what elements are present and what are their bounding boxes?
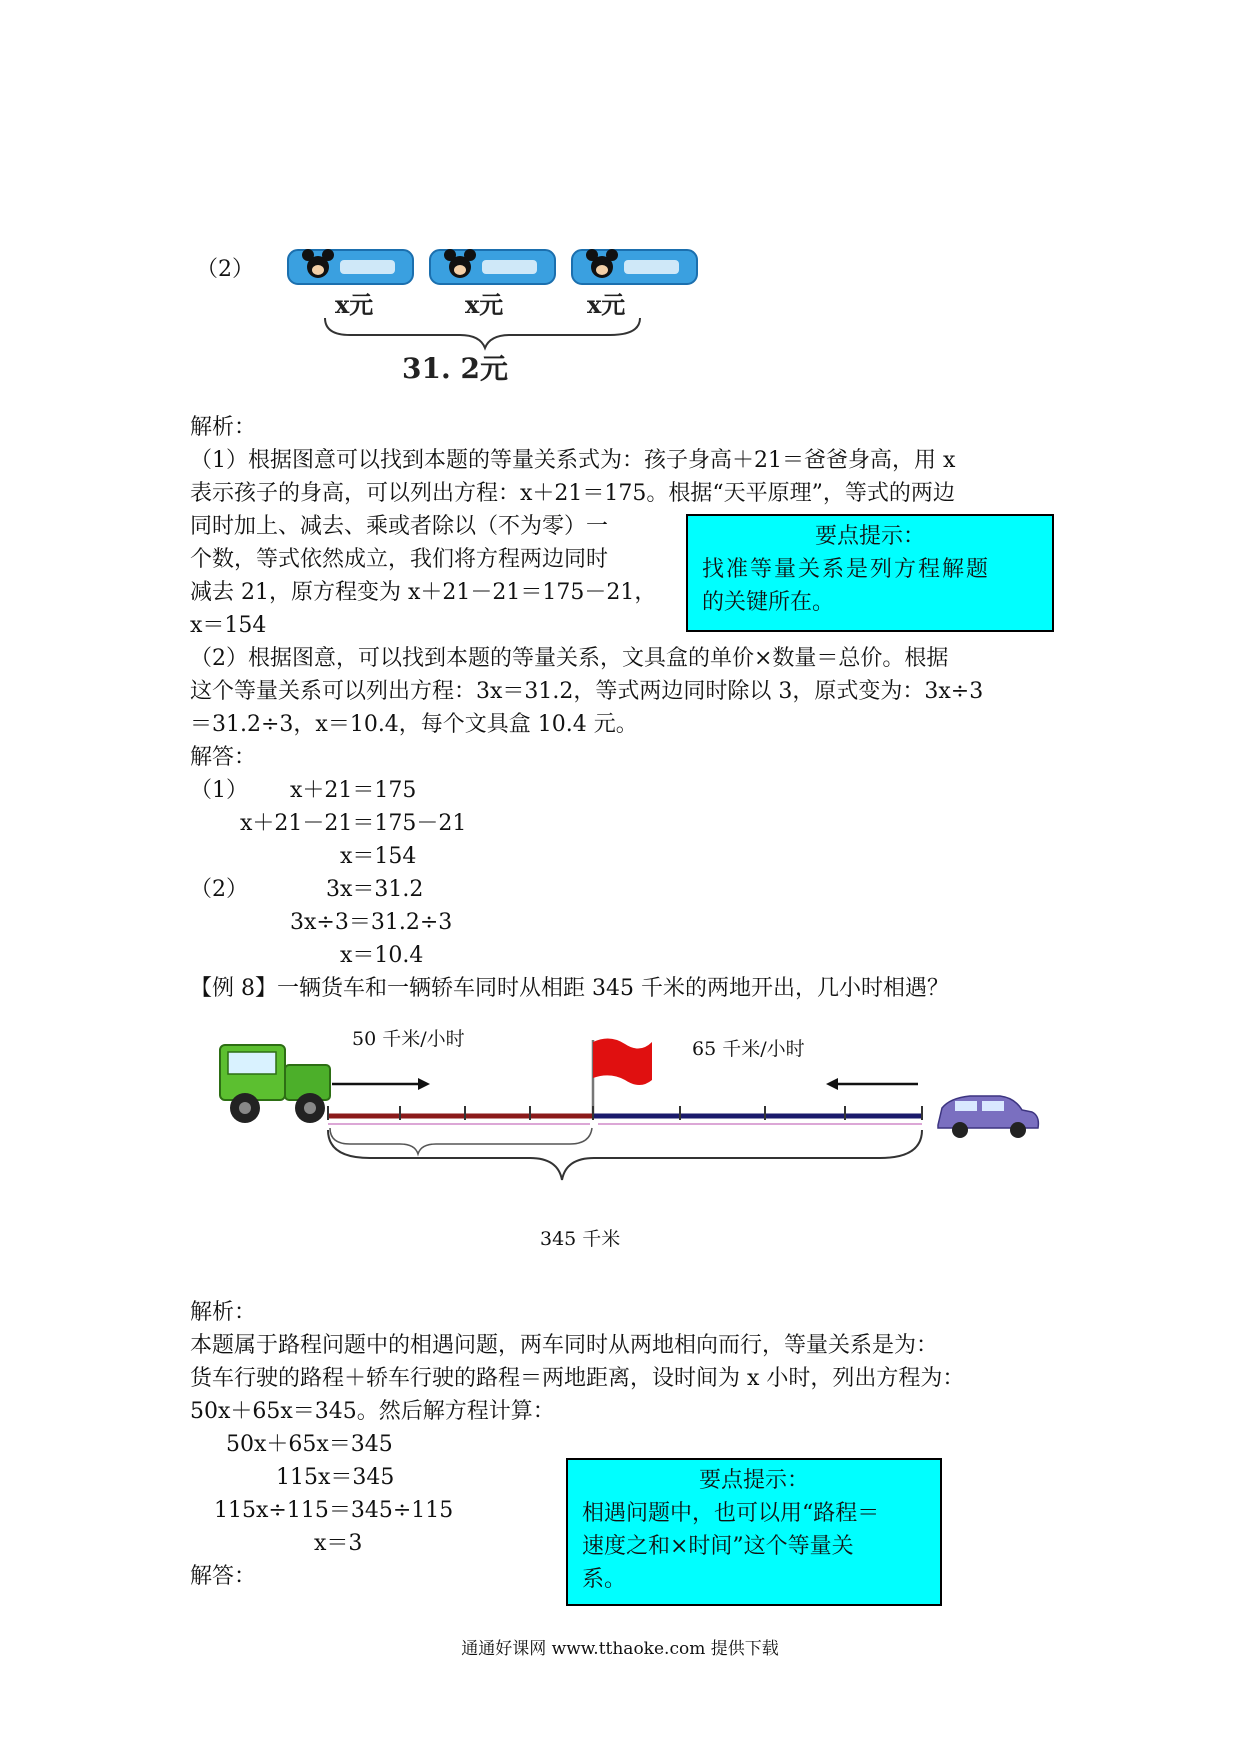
total-price-label: 31. 2元 <box>402 352 508 385</box>
key-point-title: 要点提示： <box>698 1468 809 1493</box>
key-point-text: 相遇问题中，也可以用“路程＝ <box>582 1501 880 1526</box>
key-point-text: 系。 <box>582 1567 627 1592</box>
key-point-title: 要点提示： <box>814 524 925 549</box>
analysis1-line-7: （2）根据图意，可以找到本题的等量关系，文具盒的单价×数量＝总价。根据 <box>190 646 949 671</box>
answer1-p2-label: （2） <box>190 877 248 902</box>
answer1-p1-step-3: x＝154 <box>340 844 417 869</box>
truck-icon <box>220 1045 330 1123</box>
meeting-diagram <box>200 1020 1040 1270</box>
pencil-box-3 <box>572 249 697 284</box>
analysis2-step-3: 115x÷115＝345÷115 <box>214 1498 454 1523</box>
truck-speed-label: 50 千米/小时 <box>352 1028 465 1050</box>
total-distance-brace <box>328 1130 922 1180</box>
car-speed-label: 65 千米/小时 <box>692 1038 805 1060</box>
analysis2-heading: 解析： <box>190 1300 257 1325</box>
price-label-2: x元 <box>465 290 504 319</box>
total-brace <box>325 318 640 348</box>
analysis2-line-3: 50x＋65x＝345。然后解方程计算： <box>190 1399 555 1424</box>
key-point-text: 找准等量关系是列方程解题 <box>702 557 991 582</box>
analysis2-step-1: 50x＋65x＝345 <box>226 1432 393 1457</box>
analysis2-line-2: 货车行驶的路程＋轿车行驶的路程＝两地距离，设时间为 x 小时，列出方程为： <box>190 1366 965 1391</box>
example8-title: 【例 8】一辆货车和一辆轿车同时从相距 345 千米的两地开出，几小时相遇？ <box>190 976 949 1001</box>
answer1-p2-step-2: 3x÷3＝31.2÷3 <box>290 910 453 935</box>
answer1-p1-label: （1） <box>190 778 248 803</box>
analysis1-heading: 解析： <box>190 415 257 440</box>
arrow-left-icon <box>826 1078 838 1090</box>
price-label-1: x元 <box>335 290 374 319</box>
page-footer: 通通好课网 www.tthaoke.com 提供下载 <box>461 1639 779 1659</box>
key-point-box-1 <box>686 514 1054 632</box>
truck-distance-brace <box>330 1128 592 1154</box>
problem2-label: （2） <box>196 257 254 282</box>
answer1-p2-step-1: 3x＝31.2 <box>326 877 424 902</box>
analysis1-line-9: ＝31.2÷3，x＝10.4，每个文具盒 10.4 元。 <box>190 712 638 737</box>
analysis1-line-2: 表示孩子的身高，可以列出方程：x＋21＝175。根据“天平原理”，等式的两边 <box>190 481 955 506</box>
key-point-text: 速度之和×时间”这个等量关 <box>582 1534 854 1559</box>
pencil-box-figure <box>280 240 720 390</box>
analysis2-line-1: 本题属于路程问题中的相遇问题，两车同时从两地相向而行，等量关系是为： <box>190 1333 939 1358</box>
answer1-p1-step-2: x＋21－21＝175－21 <box>240 811 467 836</box>
answer1-p2-step-3: x＝10.4 <box>340 943 424 968</box>
answer1-heading: 解答： <box>190 745 257 770</box>
pencil-box-1 <box>288 249 413 284</box>
analysis1-line-8: 这个等量关系可以列出方程：3x＝31.2，等式两边同时除以 3，原式变为：3x÷3 <box>190 679 984 704</box>
analysis2-step-4: x＝3 <box>314 1531 363 1556</box>
pencil-box-2 <box>430 249 555 284</box>
arrow-right-icon <box>418 1078 430 1090</box>
answer2-heading: 解答： <box>190 1564 257 1589</box>
flag-icon <box>593 1038 652 1115</box>
key-point-text: 的关键所在。 <box>702 590 835 615</box>
key-point-box-2 <box>566 1458 942 1606</box>
analysis2-step-2: 115x＝345 <box>276 1465 395 1490</box>
answer1-p1-step-1: x＋21＝175 <box>290 778 417 803</box>
analysis1-line-5: 减去 21，原方程变为 x＋21－21＝175－21， <box>190 580 657 605</box>
analysis1-line-1: （1）根据图意可以找到本题的等量关系式为：孩子身高＋21＝爸爸身高，用 x <box>190 448 956 473</box>
car-icon <box>938 1096 1038 1138</box>
analysis1-line-3: 同时加上、减去、乘或者除以（不为零）一 <box>190 514 609 539</box>
total-distance-label: 345 千米 <box>540 1228 621 1250</box>
analysis1-line-6: x＝154 <box>190 613 267 638</box>
price-label-3: x元 <box>587 290 626 319</box>
analysis1-line-4: 个数，等式依然成立，我们将方程两边同时 <box>190 547 609 572</box>
